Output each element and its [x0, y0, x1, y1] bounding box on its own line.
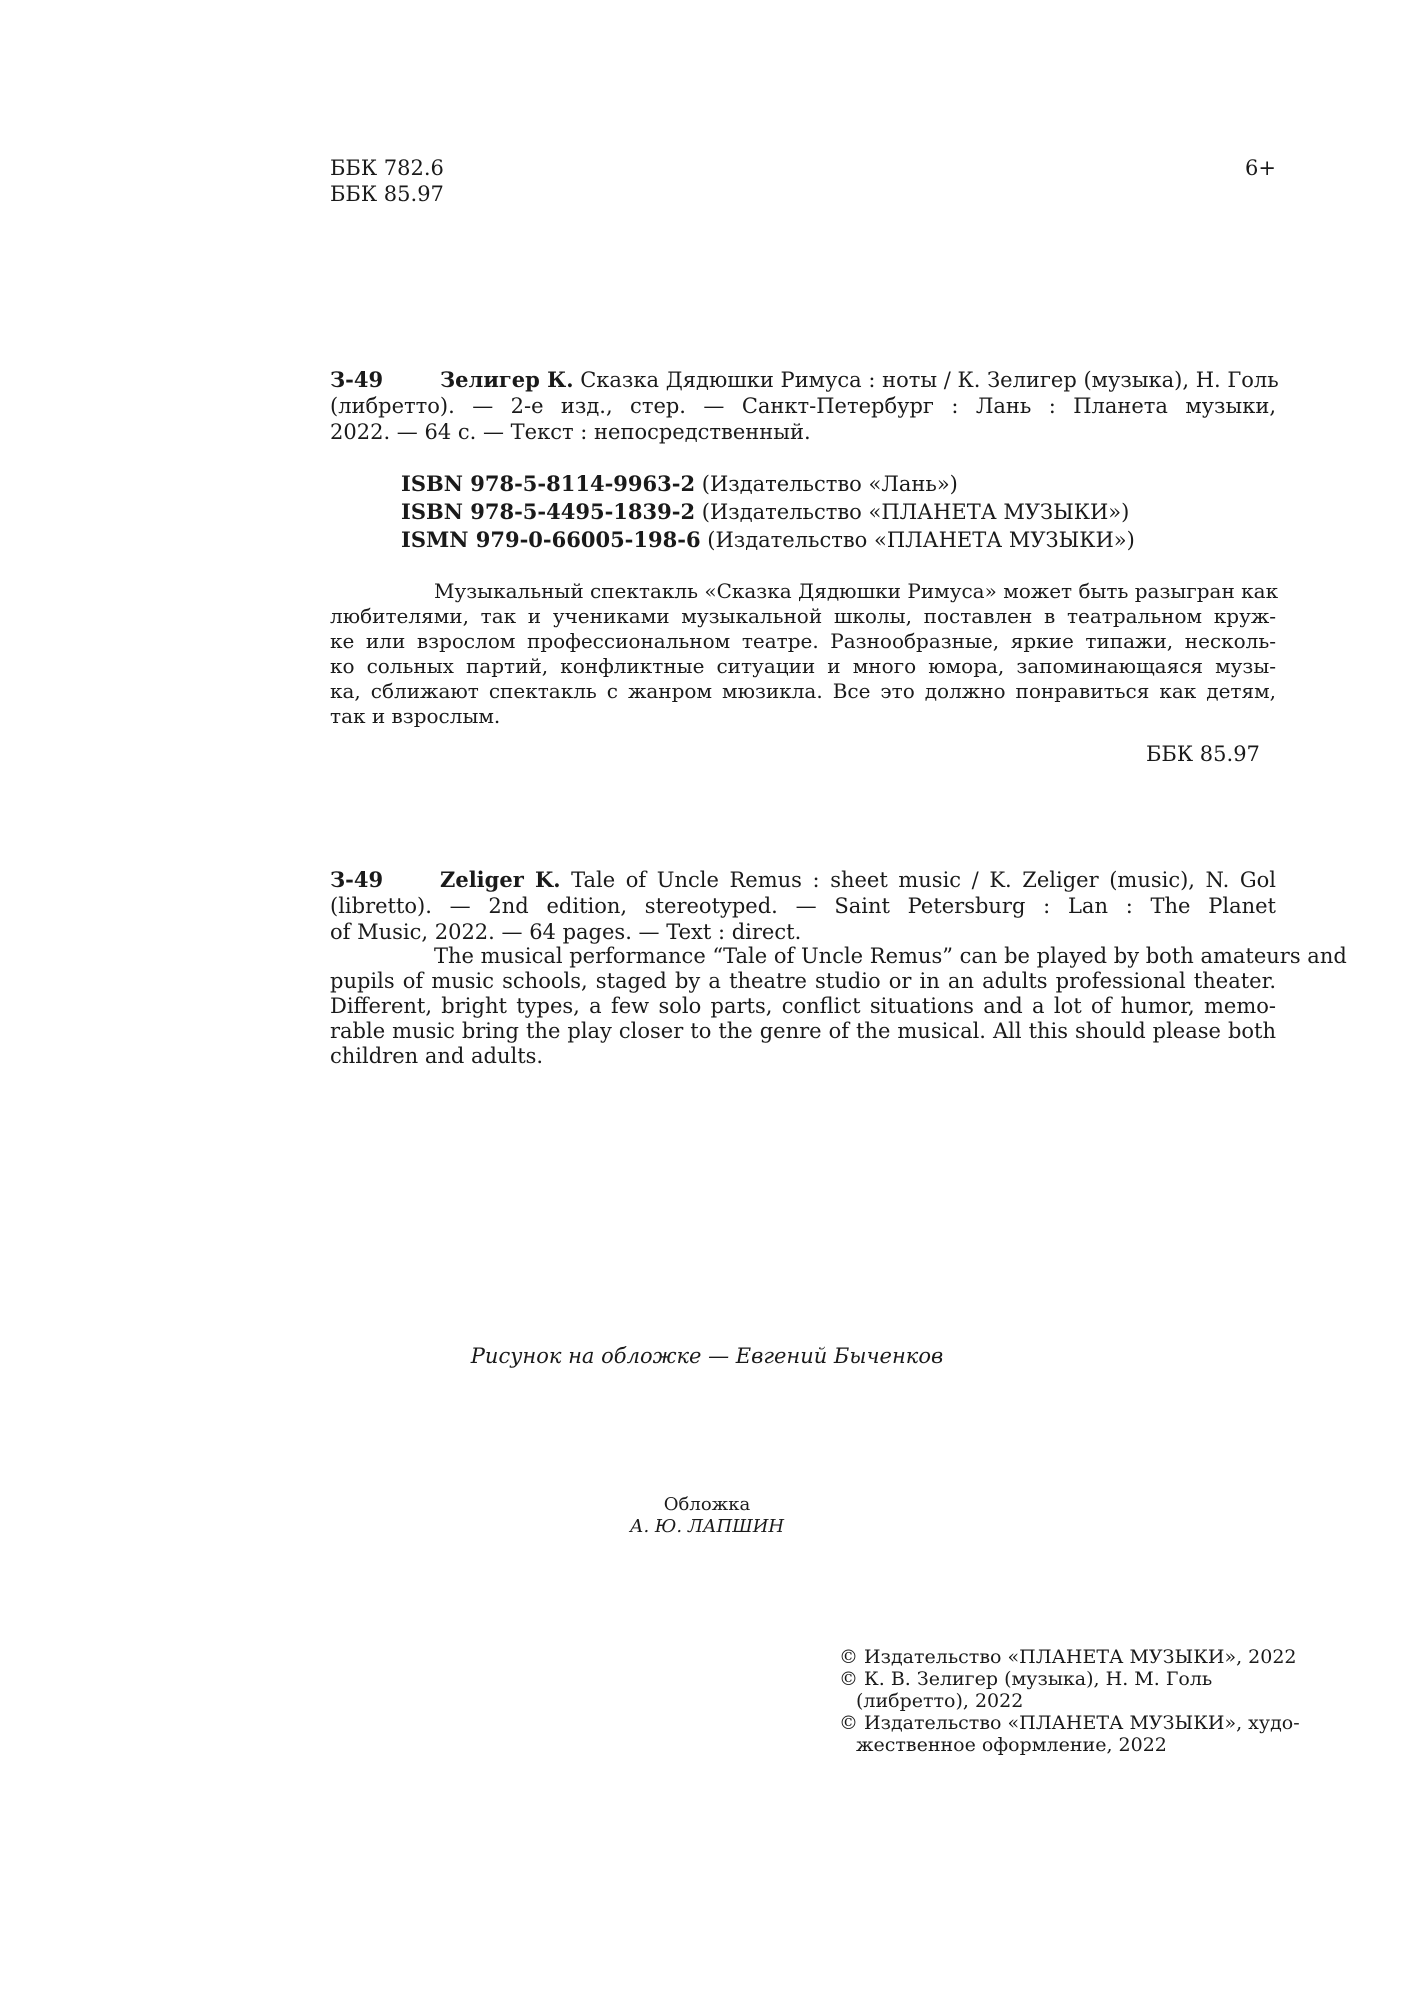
cover-credit-label: Обложка: [663, 1494, 751, 1515]
entry-title: Tale of Uncle Remus : sheet music / K. Zeliger (music), N. Gol: [571, 868, 1276, 892]
copyright-block: [839, 1646, 1300, 1756]
cover-illustration-credit: Рисунок на обложке — Евгений Быченков: [470, 1344, 944, 1368]
entry-line-3: 2022. — 64 с. — Текст : непосредственный.: [330, 420, 811, 444]
abstract-line: Different, bright types, a few solo parts, conflict situations and a lot of humor, memo-: [330, 994, 1276, 1018]
isbn-publisher: (Издательство «ПЛАНЕТА МУЗЫКИ»): [707, 528, 1135, 552]
entry-author: Zeliger K.: [440, 867, 561, 892]
entry-author: Зелигер К.: [440, 367, 574, 392]
abstract-line: так и взрослым.: [330, 704, 501, 728]
copyright-line: © К. В. Зелигер (музыка), Н. М. Голь: [839, 1668, 1213, 1690]
entry-title: Сказка Дядюшки Римуса : ноты / К. Зелигер (музыка), Н. Голь: [580, 368, 1279, 392]
age-rating: 6+: [1245, 156, 1276, 180]
abstract-line: children and adults.: [330, 1044, 544, 1068]
isbn-list: [401, 470, 1135, 554]
entry-code: З-49: [330, 867, 384, 892]
isbn-publisher: (Издательство «ПЛАНЕТА МУЗЫКИ»): [701, 500, 1130, 524]
copyright-line: © Издательство «ПЛАНЕТА МУЗЫКИ», худо-: [839, 1712, 1300, 1734]
bbk-line: ББК 782.6: [330, 156, 444, 180]
abstract-line: ке или взрослом профессиональном театре. Разнообразные, яркие типажи, несколь-: [330, 629, 1276, 653]
isbn-item: [401, 498, 1135, 526]
entry-continuation: [330, 893, 1276, 945]
bbk-line: ББК 85.97: [330, 182, 444, 206]
copyright-line: (либретто), 2022: [856, 1690, 1024, 1712]
bbk-footer-code: ББК 85.97: [1146, 742, 1260, 766]
abstract-line: ко сольных партий, конфликтные ситуации и много юмора, запоминающаяся музы-: [330, 654, 1276, 678]
ru-abstract: [330, 579, 1279, 729]
abstract-line: pupils of music schools, staged by a theatre studio or in an adults professional theater.: [330, 969, 1276, 993]
isbn-number: ISBN 978-5-8114-9963-2: [401, 471, 696, 496]
abstract-line: The musical performance “Tale of Uncle Remus” can be played by both amateurs and: [434, 944, 1347, 968]
entry-line-1: [440, 867, 1276, 893]
ismn-number: ISMN 979-0-66005-198-6: [401, 527, 701, 552]
entry-line-3: of Music, 2022. — 64 pages. — Text : direct.: [330, 920, 802, 944]
isbn-publisher: (Издательство «Лань»): [701, 472, 958, 496]
entry-body: [440, 367, 1279, 393]
copyright-line: © Издательство «ПЛАНЕТА МУЗЫКИ», 2022: [839, 1646, 1297, 1668]
entry-continuation: [330, 393, 1276, 445]
abstract-line: ка, сближают спектакль с жанром мюзикла. Все это должно понравиться как детям,: [330, 679, 1276, 703]
bbk-header: [330, 155, 444, 207]
en-abstract: [330, 944, 1347, 1069]
isbn-item: [401, 526, 1135, 554]
abstract-line: любителями, так и учениками музыкальной школы, поставлен в театральном круж-: [330, 604, 1276, 628]
entry-code: З-49: [330, 367, 384, 392]
ru-bibliographic-entry: [330, 367, 1279, 447]
abstract-line: Музыкальный спектакль «Сказка Дядюшки Римуса» может быть разыгран как: [434, 579, 1279, 603]
entry-line-2: (либретто). — 2-е изд., стер. — Санкт-Петербург : Лань : Планета музыки,: [330, 394, 1276, 418]
cover-credit-author: А. Ю. ЛАПШИН: [629, 1516, 785, 1537]
entry-line-1: [440, 367, 1279, 393]
isbn-item: [401, 470, 1135, 498]
copyright-line: жественное оформление, 2022: [856, 1734, 1167, 1756]
abstract-line: rable music bring the play closer to the genre of the musical. All this should please both: [330, 1019, 1276, 1043]
isbn-number: ISBN 978-5-4495-1839-2: [401, 499, 696, 524]
entry-body: [440, 867, 1276, 893]
entry-line-2: (libretto). — 2nd edition, stereotyped. — Saint Petersburg : Lan : The Planet: [330, 894, 1276, 918]
